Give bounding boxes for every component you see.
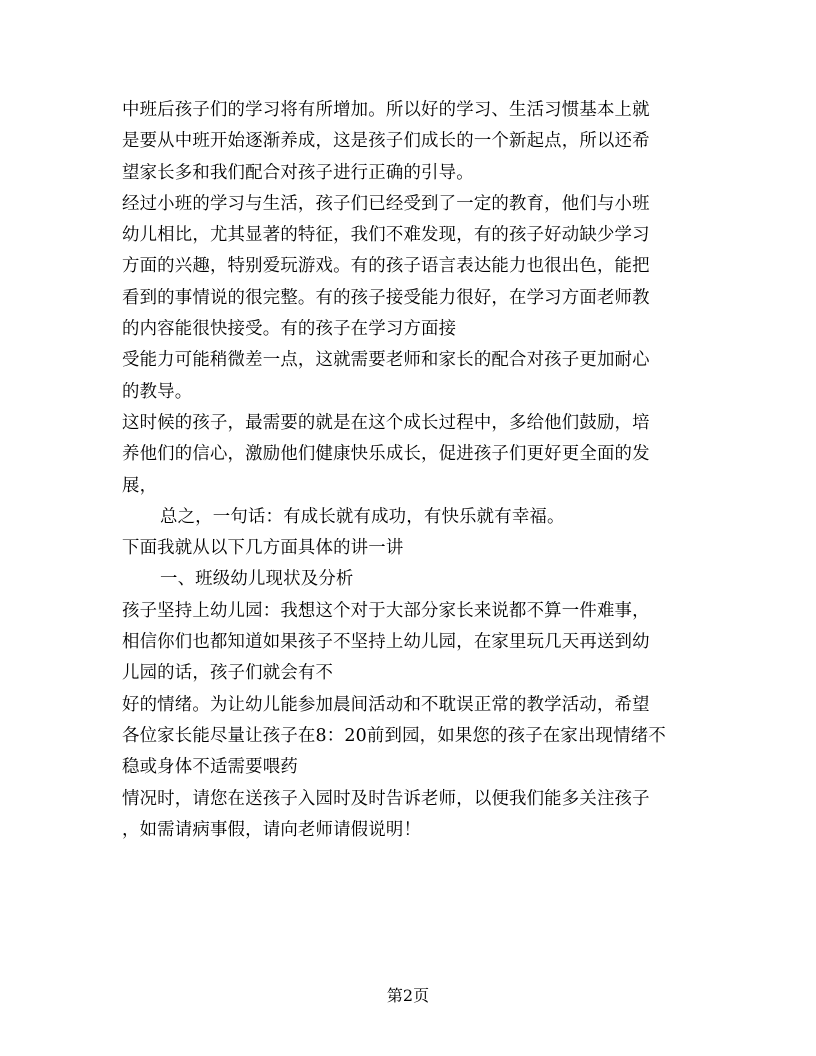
text-line: 相信你们也都知道如果孩子不坚持上幼儿园，在家里玩几天再送到幼: [122, 632, 650, 653]
text-line: 稳或身体不适需要喂药: [122, 757, 298, 778]
text-line: 下面我就从以下几方面具体的讲一讲: [122, 538, 404, 559]
text-line: 望家长多和我们配合对孩子进行正确的引导。: [122, 162, 474, 183]
text-line: 是要从中班开始逐渐养成，这是孩子们成长的一个新起点，所以还希: [122, 131, 650, 152]
text-line: ，如需请病事假，请向老师请假说明！: [122, 819, 422, 840]
text-line: 孩子坚持上幼儿园：我想这个对于大部分家长来说都不算一件难事，: [122, 600, 650, 621]
text-line: 看到的事情说的很完整。有的孩子接受能力很好，在学习方面老师教: [122, 287, 650, 308]
text-line: 中班后孩子们的学习将有所增加。所以好的学习、生活习惯基本上就: [122, 100, 650, 120]
text-line: 情况时，请您在送孩子入园时及时告诉老师，以便我们能多关注孩子: [122, 788, 650, 809]
text-line: 经过小班的学习与生活，孩子们已经受到了一定的教育，他们与小班: [122, 193, 650, 214]
summary-line: 总之，一句话：有成长就有成功，有快乐就有幸福。: [160, 506, 565, 527]
text-line: 幼儿相比，尤其显著的特征，我们不难发现，有的孩子好动缺少学习: [122, 225, 650, 246]
text-line: 各位家长能尽量让孩子在8：20前到园，如果您的孩子在家出现情绪不: [122, 725, 666, 746]
text-line: 的内容能很快接受。有的孩子在学习方面接: [122, 319, 457, 340]
text-line: 养他们的信心，激励他们健康快乐成长，促进孩子们更好更全面的发: [122, 444, 650, 465]
text-line: 受能力可能稍微差一点，这就需要老师和家长的配合对孩子更加耐心: [122, 350, 650, 371]
text-line: 的教导。: [122, 381, 193, 402]
section-heading: 一、班级幼儿现状及分析: [160, 569, 354, 590]
text-line: 好的情绪。为让幼儿能参加晨间活动和不耽误正常的教学活动，希望: [122, 694, 650, 715]
text-line: 方面的兴趣，特别爱玩游戏。有的孩子语言表达能力也很出色，能把: [122, 256, 650, 277]
text-line: 儿园的话，孩子们就会有不: [122, 663, 334, 684]
text-line: 展，: [122, 475, 158, 496]
document-body: [122, 95, 702, 846]
text-line: 这时候的孩子，最需要的就是在这个成长过程中，多给他们鼓励，培: [122, 412, 650, 433]
page-number: 第2页: [386, 986, 430, 1005]
